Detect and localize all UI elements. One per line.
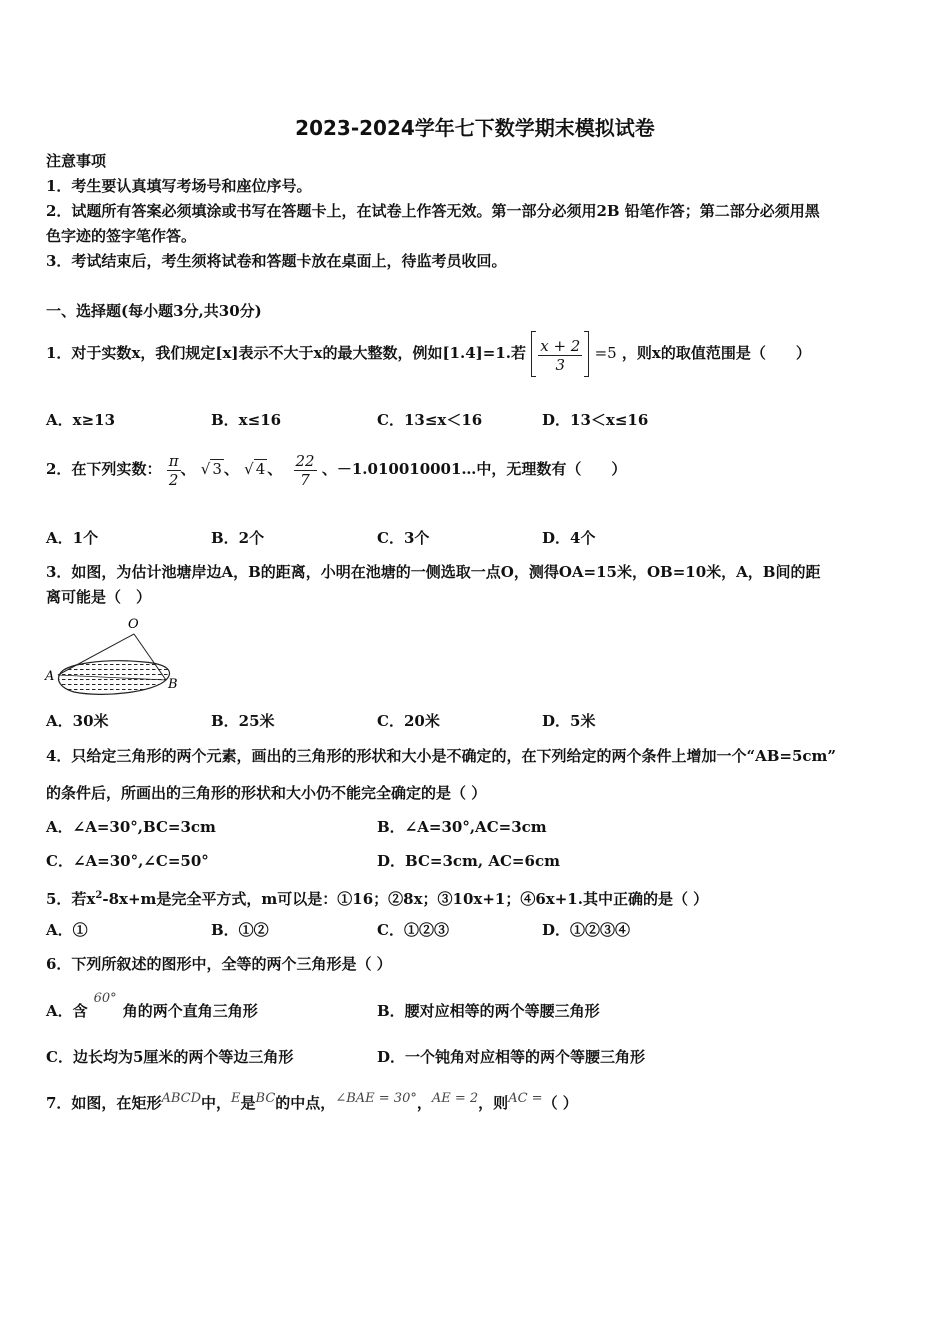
notice-item-2: 2．试题所有答案必须填涂或书写在答题卡上，在试卷上作答无效。第一部分必须用2B 铅笔作答；第二部分必须用黑: [46, 202, 820, 220]
notice-heading: 注意事项: [46, 152, 107, 170]
q5-post: -8x+m是完全平方式，m可以是：①16；②8x；③10x+1；④6x+1.其中正确的是（ ）: [102, 890, 709, 908]
q7-ac: AC =: [508, 1091, 543, 1106]
q5-option-a[interactable]: A．①: [46, 921, 88, 939]
q3-option-c[interactable]: C．20米: [377, 712, 440, 730]
q7-p1: 7．如图，在矩形: [46, 1094, 162, 1112]
q1-option-a[interactable]: A．x≥13: [46, 411, 116, 429]
q3-line-2: 离可能是（ ）: [46, 588, 152, 606]
q7-point-e: E: [231, 1091, 241, 1106]
q7-p3: 是: [240, 1094, 256, 1112]
question-6: 6．下列所叙述的图形中，全等的两个三角形是（ ）: [46, 955, 392, 973]
q4-option-c[interactable]: C．∠A=30°,∠C=50°: [46, 852, 209, 870]
q1-post: ，则x的取值范围是（ ）: [621, 344, 811, 362]
q6-a-pre: A．含: [46, 1002, 88, 1020]
q5-option-c[interactable]: C．①②③: [377, 921, 449, 939]
q2-sep-1: 、: [180, 460, 196, 478]
q2-option-d[interactable]: D．4个: [542, 529, 596, 547]
notice-item-3: 3．考试结束后，考生须将试卷和答题卡放在桌面上，待监考员收回。: [46, 252, 507, 270]
label-b: B: [168, 677, 178, 692]
question-5: [46, 886, 708, 909]
q7-rect-abcd: ABCD: [161, 1091, 202, 1106]
notice-item-1: 1．考生要认真填写考场号和座位序号。: [46, 177, 312, 195]
q4-option-a[interactable]: A．∠A=30°,BC=3cm: [46, 818, 216, 836]
q7-segment-bc: BC: [255, 1091, 276, 1106]
q7-angle-bae: ∠BAE = 30°: [335, 1091, 417, 1106]
q4-option-b[interactable]: B．∠A=30°,AC=3cm: [377, 818, 547, 836]
q2-option-c[interactable]: C．3个: [377, 529, 430, 547]
q4-line-2: 的条件后，所画出的三角形的形状和大小仍不能完全确定的是（ ）: [46, 784, 487, 802]
q2-sqrt3-value: 3: [212, 460, 222, 478]
q2-sep-3: 、: [267, 460, 283, 478]
q3-option-d[interactable]: D．5米: [542, 712, 596, 730]
q2-sqrt4-value: 4: [255, 460, 266, 478]
q7-p7: （ ）: [542, 1094, 578, 1112]
q2-sep-2: 、: [223, 460, 239, 478]
q2-post: 、－1.010010001…中，无理数有（ ）: [321, 460, 627, 478]
q1-option-c[interactable]: C．13≤x＜16: [377, 411, 483, 429]
q1-eq: =5: [594, 344, 617, 362]
q7-ae: AE = 2: [431, 1091, 479, 1106]
page-title: 2023-2024学年七下数学期末模拟试卷: [295, 116, 655, 140]
section-heading: 一、选择题(每小题3分,共30分): [46, 302, 262, 320]
q2-option-b[interactable]: B．2个: [211, 529, 265, 547]
q1-fraction: [538, 337, 582, 374]
q6-a-post: 角的两个直角三角形: [122, 1002, 258, 1020]
q2-pi-fraction: [167, 452, 181, 489]
q6-option-a[interactable]: [46, 991, 258, 1023]
q5-pre: 5．若x: [46, 890, 96, 908]
q5-option-d[interactable]: D．①②③④: [542, 921, 631, 939]
q7-p4: 的中点，: [275, 1094, 336, 1112]
question-7: [46, 1093, 578, 1115]
q6-option-c[interactable]: C．边长均为5厘米的两个等边三角形: [46, 1048, 294, 1066]
pond-figure: [44, 612, 194, 702]
q6-option-b[interactable]: B．腰对应相等的两个等腰三角形: [377, 1002, 600, 1020]
q6-option-d[interactable]: D．一个钝角对应相等的两个等腰三角形: [377, 1048, 646, 1066]
q7-p5: ，: [416, 1094, 432, 1112]
label-o: O: [128, 617, 139, 632]
question-2: [46, 446, 626, 492]
q2-fraction-22-7: [294, 452, 317, 489]
label-a: A: [45, 669, 55, 684]
q2-frac-den: 7: [300, 470, 310, 489]
q1-option-b[interactable]: B．x≤16: [211, 411, 282, 429]
q1-pre: 1．对于实数x，我们规定[x]表示不大于x的最大整数，例如[1.4]=1.若: [46, 344, 526, 362]
q2-pi-num: π: [168, 451, 179, 470]
q3-option-a[interactable]: A．30米: [46, 712, 109, 730]
q5-option-b[interactable]: B．①②: [211, 921, 269, 939]
q1-frac-num: x + 2: [540, 336, 581, 355]
q7-p6: ，则: [478, 1094, 509, 1112]
q4-line-1: 4．只给定三角形的两个元素，画出的三角形的形状和大小是不确定的，在下列给定的两个条件上增加一个“AB=5cm”: [46, 747, 837, 765]
q2-frac-num: 22: [295, 451, 315, 470]
q6-a-degree: 60°: [93, 991, 117, 1006]
q2-sqrt-4: √ 4: [244, 460, 266, 478]
notice-item-2-cont: 色字迹的签字笔作答。: [46, 227, 197, 245]
q5-sup: 2: [95, 890, 103, 901]
q4-option-d[interactable]: D．BC=3cm, AC=6cm: [377, 852, 560, 870]
q2-pre: 2．在下列实数：: [46, 460, 162, 478]
floor-bracket: [531, 331, 589, 377]
q2-option-a[interactable]: A．1个: [46, 529, 99, 547]
question-1: [46, 330, 811, 377]
q3-line-1: 3．如图，为估计池塘岸边A，B的距离，小明在池塘的一侧选取一点O，测得OA=15米，OB=10米，A，B间的距: [46, 563, 821, 581]
q1-frac-den: 3: [555, 355, 566, 374]
q3-option-b[interactable]: B．25米: [211, 712, 275, 730]
q7-p2: 中，: [201, 1094, 232, 1112]
q2-sqrt-3: √ 3: [200, 460, 222, 478]
q2-pi-den: 2: [168, 470, 179, 489]
q1-option-d[interactable]: D．13＜x≤16: [542, 411, 649, 429]
